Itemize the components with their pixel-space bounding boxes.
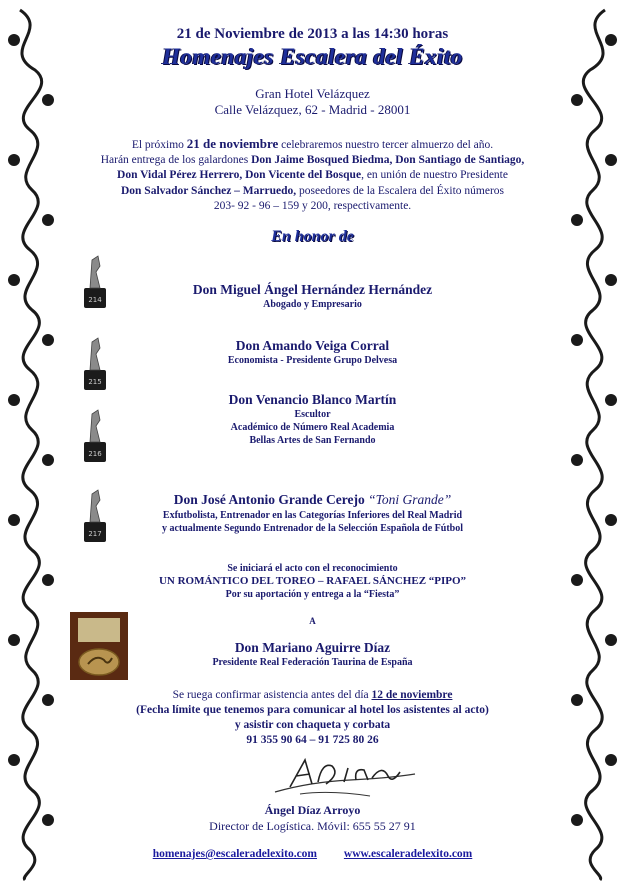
rsvp-block: Se ruega confirmar asistencia antes del día 12 de noviembre (Fecha límite que tenemos para comunicar al hotel los asistentes al acto) y asistir con chaqueta y corbata 91 355 90 64 – 91 725 80 26	[136, 689, 489, 746]
recognized-name: Don Mariano Aguirre Díaz	[234, 640, 391, 655]
honoree-title: Abogado y Empresario	[263, 299, 362, 310]
trophy-number: 217	[88, 530, 102, 538]
honoree-title: Exfutbolista, Entrenador en las Categorías Inferiores del Real Madrid y actualmente Segundo Entrenador de la Selección Española de Fútbol	[161, 510, 464, 534]
intro-paragraph: El próximo 21 de noviembre celebraremos nuestro tercer almuerzo del año. Harán entrega de los galardones Don Jaime Bosqued Biedma, Don Santiago de Santiago, Don Vidal Pérez Herrero, Don Vicente del Bosque, en unión de nuestro Presidente Don Salvador Sánchez – Marruedo, poseedores de la Escalera del Éxito números 203- 92 - 96 – 159 y 200, respectivamente.	[100, 136, 525, 212]
trophy-number: 216	[88, 450, 102, 458]
honoree-title: Escultor Académico de Número Real Academia Bellas Artes de San Fernando	[230, 409, 395, 446]
signature-image	[270, 752, 420, 802]
ornamental-border-right	[553, 0, 625, 884]
recognition-to: A	[309, 616, 316, 626]
honor-heading: En honor de	[271, 228, 354, 245]
hotel-address: Calle Velázquez, 62 - Madrid - 28001	[214, 102, 411, 117]
honoree-name: Don Venancio Blanco Martín	[228, 392, 397, 407]
recognized-title: Presidente Real Federación Taurina de España	[212, 657, 413, 668]
event-date: 21 de Noviembre de 2013 a las 14:30 horas	[176, 26, 449, 42]
signer-role: Director de Logística. Móvil: 655 55 27 91	[209, 819, 416, 833]
recognition-block: Se iniciará el acto con el reconocimiento UN ROMÁNTICO DEL TOREO – RAFAEL SÁNCHEZ “PIPO” Por su aportación y entrega a la “Fiesta”	[158, 563, 467, 600]
email-link[interactable]: homenajes@escaleradelexito.com	[152, 848, 318, 860]
honoree-title: Economista - Presidente Grupo Delvesa	[227, 355, 398, 366]
honoree-name: Don Miguel Ángel Hernández Hernández	[192, 282, 433, 297]
honoree-name: Don Amando Veiga Corral	[235, 338, 390, 353]
ornamental-border-left	[0, 0, 72, 884]
page-title: Homenajes Escalera del Éxito	[162, 44, 463, 69]
honoree-name: Don José Antonio Grande Cerejo “Toni Grande”	[173, 492, 452, 507]
signer-name: Ángel Díaz Arroyo	[264, 803, 361, 817]
trophy-number: 214	[88, 296, 102, 304]
trophy-number: 215	[88, 378, 102, 386]
contact-links	[70, 848, 555, 860]
hotel-name: Gran Hotel Velázquez	[255, 86, 370, 101]
website-link[interactable]: www.escaleradelexito.com	[343, 848, 473, 860]
